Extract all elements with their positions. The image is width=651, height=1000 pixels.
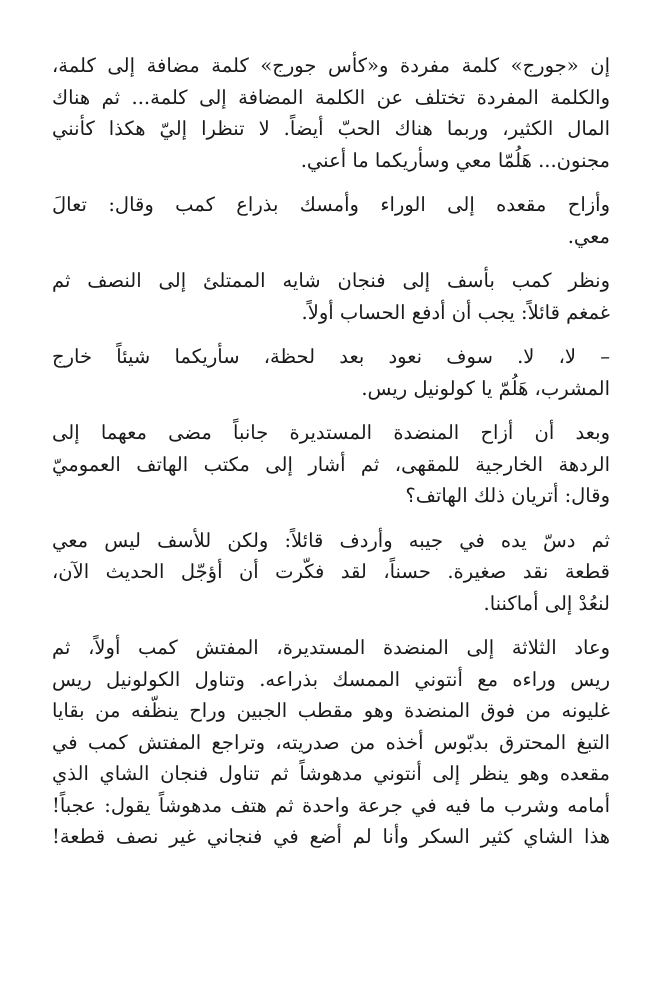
paragraph [52, 50, 610, 176]
text-line: وقال: أتريان ذلك الهاتف؟ [405, 484, 610, 507]
text-line: الردهة الخارجية للمقهى، ثم أشار إلى مكتب الهاتف العموميّ [52, 452, 610, 476]
text-line: ريس وراءه مع أنتوني الممسك بذراعه. وتناول الكولونيل ريس [52, 667, 610, 691]
text-line: وأزاح مقعده إلى الوراء وأمسك بذراع كمب وقال: تعالَ [52, 193, 610, 216]
paragraph [52, 265, 610, 328]
text-line: هذا الشاي كثير السكر وأنا لم أضع في فنجاني غير نصف قطعة! [52, 825, 610, 848]
text-line: ثم دسّ يده في جيبه وأردف قائلاً: ولكن للأسف ليس معي [52, 528, 610, 552]
text-line: مجنون... هَلُمّا معي وسأريكما ما أعني. [300, 148, 610, 172]
paragraph [52, 632, 610, 853]
text-line: غمغم قائلاً: يجب أن أدفع الحساب أولاً. [301, 300, 610, 324]
text-line: – لا، لا. سوف نعود بعد لحظة، سأريكما شيئاً خارج [52, 345, 610, 368]
text-line: معي. [567, 224, 610, 248]
text-line: المشرب، هَلُمّ يا كولونيل ريس. [361, 376, 610, 400]
text-line: مقعده وهو ينظر إلى أنتوني مدهوشاً ثم تناول فنجان الشاي الذي [52, 762, 610, 785]
text-line: المال الكثير، وربما هناك الحبّ أيضاً. لا تنظرا إليّ هكذا كأنني [52, 117, 610, 140]
text-line: غليونه من فوق المنضدة وهو مقطب الجبين وراح ينظّفه من بقايا [52, 699, 610, 722]
text-line: وبعد أن أزاح المنضدة المستديرة جانباً مضى معهما إلى [52, 421, 610, 444]
paragraph [52, 189, 610, 252]
text-line: لنعُدْ إلى أماكننا. [483, 591, 610, 615]
paragraph [52, 525, 610, 620]
text-line: والكلمة المفردة تختلف عن الكلمة المضافة إلى كلمة... ثم هناك [52, 85, 610, 109]
text-line: إن «جورج» كلمة مفردة و«كأس جورج» كلمة مضافة إلى كلمة، [52, 54, 610, 77]
text-line: قطعة نقد صغيرة. حسناً، لقد فكّرت أن أؤجّل الحديث الآن، [52, 560, 610, 583]
text-line: ونظر كمب بأسف إلى فنجان شايه الممتلئ إلى النصف ثم [52, 269, 610, 292]
paragraph [52, 417, 610, 512]
text-line: أمامه وشرب ما فيه في جرعة واحدة ثم هتف مدهوشاً يقول: عجباً! [52, 793, 610, 817]
text-line: وعاد الثلاثة إلى المنضدة المستديرة، المفتش كمب أولاً، ثم [52, 636, 610, 659]
paragraph [52, 341, 610, 404]
book-page [52, 50, 610, 866]
text-line: التبغ المحترق بدبّوس أخذه من صدريته، وتراجع المفتش كمب في [52, 730, 610, 754]
